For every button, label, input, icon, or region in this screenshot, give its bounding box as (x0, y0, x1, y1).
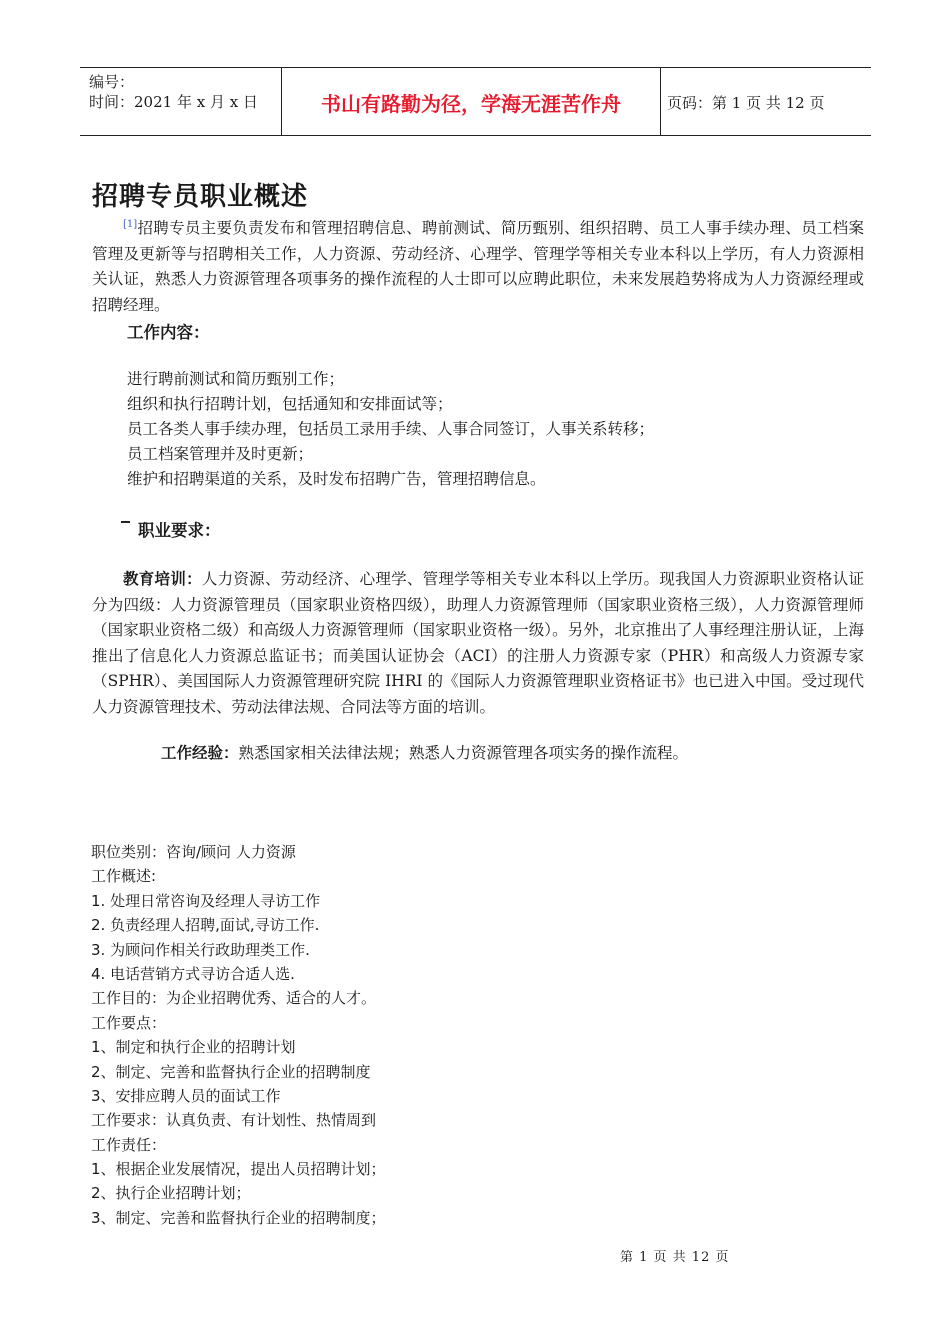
work-item: 员工各类人事手续办理，包括员工录用手续、人事合同签订，人事关系转移； (127, 420, 655, 438)
list-item: 工作要求：认真负责、有计划性、热情周到 (91, 1111, 377, 1130)
list-item: 3、安排应聘人员的面试工作 (91, 1086, 281, 1105)
list-item: 工作责任： (91, 1135, 167, 1154)
experience-label: 工作经验： (161, 743, 239, 762)
list-item: 4. 电话营销方式寻访合适人选. (91, 964, 295, 983)
education-label: 教育培训： (123, 569, 202, 588)
header-meta-cell (80, 68, 281, 136)
reference-marker[interactable]: [1] (123, 218, 138, 230)
work-item: 维护和招聘渠道的关系，及时发布招聘广告，管理招聘信息。 (127, 470, 546, 488)
list-item: 2、执行企业招聘计划； (91, 1184, 251, 1203)
list-item: 3. 为顾问作相关行政助理类工作. (91, 940, 310, 959)
list-dash-mark (121, 521, 130, 523)
list-item: 工作目的：为企业招聘优秀、适合的人才。 (91, 989, 377, 1008)
work-item: 进行聘前测试和简历甄别工作； (127, 370, 345, 388)
list-item: 工作要点： (91, 1013, 167, 1032)
time-label: 时间：2021 年 x 月 x 日 (89, 93, 258, 111)
education-text: 人力资源、劳动经济、心理学、管理学等相关专业本科以上学历。现我国人力资源职业资格认证分为四级：人力资源管理员（国家职业资格四级），助理人力资源管理师（国家职业资格三级），人力资源管理师（国家职业资格二级）和高级人力资源管理师（国家职业资格一级）。另外，北京推出了人事经理注册认证，上海推出了信息化人力资源总监证书；而美国认证协会（ACI）的注册人力资源专家（PHR）和高级人力资源专家（SPHR）、美国国际人力资源管理研究院 IHRI 的《国际人力资源管理职业资格证书》也已进入中国。受过现代人力资源管理技术、劳动法律法规、合同法等方面的培训。 (92, 570, 864, 716)
work-content-heading: 工作内容： (127, 323, 210, 342)
intro-paragraph (92, 216, 864, 318)
list-item: 工作概述: (91, 867, 157, 886)
experience-text: 熟悉国家相关法律法规；熟悉人力资源管理各项实务的操作流程。 (238, 744, 689, 762)
work-item: 组织和执行招聘计划，包括通知和安排面试等； (127, 395, 453, 413)
requirements-heading: 职业要求： (138, 521, 221, 540)
education-paragraph (92, 566, 864, 720)
job-description-list (91, 840, 386, 1230)
motto: 书山有路勤为径，学海无涯苦作舟 (281, 68, 661, 136)
list-item: 职位类别：咨询/顾问 人力资源 (91, 843, 296, 861)
work-item: 员工档案管理并及时更新； (127, 445, 314, 463)
page-footer: 第 1 页 共 12 页 (620, 1250, 730, 1265)
experience-paragraph (161, 740, 688, 767)
intro-text: 招聘专员主要负责发布和管理招聘信息、聘前测试、简历甄别、组织招聘、员工人事手续办理、员工档案管理及更新等与招聘相关工作，人力资源、劳动经济、心理学、管理学等相关专业本科以上学历，有人力资源相关认证，熟悉人力资源管理各项事务的操作流程的人士即可以应聘此职位，未来发展趋势将成为人力资源经理或招聘经理。 (92, 219, 864, 314)
list-item: 1、根据企业发展情况，提出人员招聘计划； (91, 1160, 386, 1179)
list-item: 2. 负责经理人招聘,面试,寻访工作. (91, 916, 320, 935)
page-info: 页码：第 1 页 共 12 页 (667, 93, 825, 112)
list-item: 2、制定、完善和监督执行企业的招聘制度 (91, 1062, 371, 1081)
list-item: 3、制定、完善和监督执行企业的招聘制度； (91, 1208, 386, 1227)
document-title: 招聘专员职业概述 (92, 182, 309, 212)
number-label: 编号： (89, 73, 135, 91)
list-item: 1、制定和执行企业的招聘计划 (91, 1038, 296, 1057)
header-table (80, 67, 871, 136)
list-item: 1. 处理日常咨询及经理人寻访工作 (91, 891, 321, 910)
